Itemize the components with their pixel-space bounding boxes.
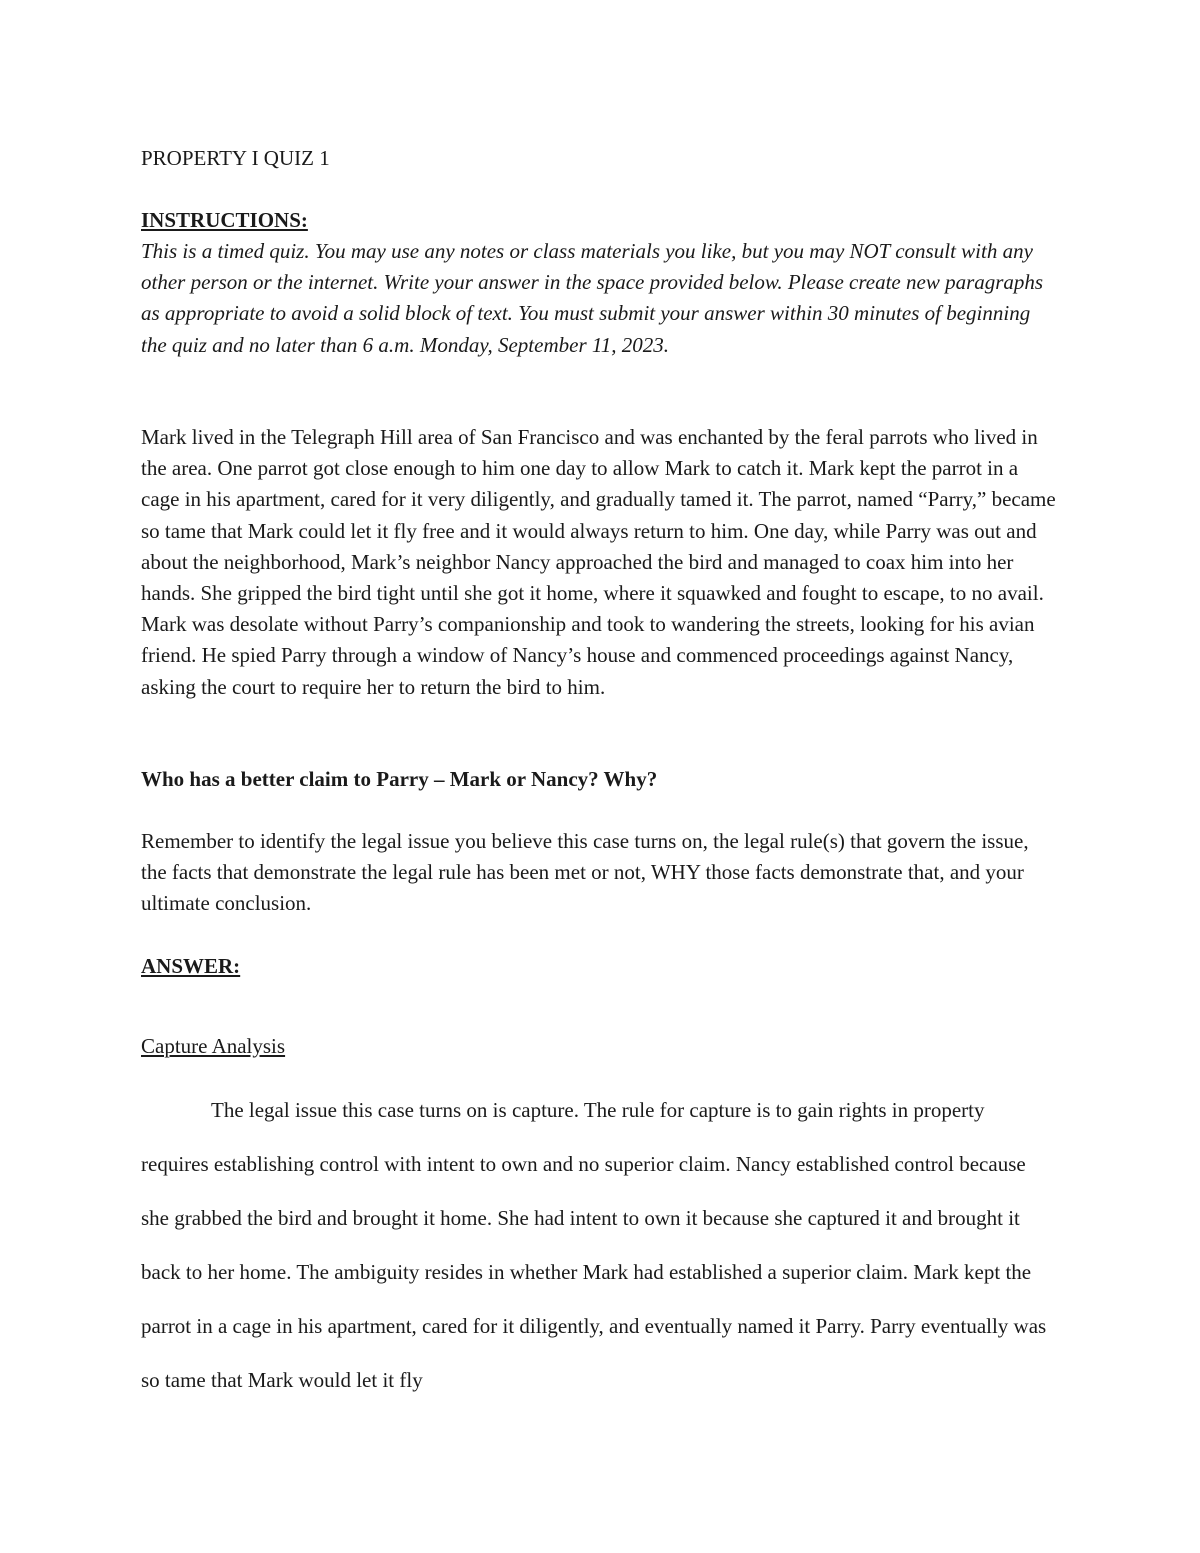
document-title: PROPERTY I QUIZ 1 [141,146,330,170]
capture-analysis-heading: Capture Analysis [141,1034,286,1058]
answer-heading: ANSWER: [141,954,241,978]
instructions-heading: INSTRUCTIONS: [141,208,308,232]
answer-body-paragraph: The legal issue this case turns on is capture. The rule for capture is to gain rights in property requires establishing control with intent to own and no superior claim. Nancy established control because she grabbed the bird and brought it home. She had intent to own it because she captured it and brought it back to her home. The ambiguity resides in whether Mark had established a superior claim. Mark kept the parrot in a cage in his apartment, cared for it diligently, and eventually named it Parry. Parry eventually was so tame that Mark would let it fly [141,1098,1047,1392]
instructions-text: This is a timed quiz. You may use any notes or class materials you like, but you may NOT consult with any other person or the internet. Write your answer in the space provided below. Please create new paragraphs as appropriate to avoid a solid block of text. You must submit your answer within 30 minutes of beginning the quiz and no later than 6 a.m. Monday, September 11, 2023. [141,239,1044,357]
quiz-question: Who has a better claim to Parry – Mark or Nancy? Why? [141,767,658,791]
fact-pattern-paragraph: Mark lived in the Telegraph Hill area of San Francisco and was enchanted by the feral parrots who lived in the area. One parrot got close enough to him one day to allow Mark to catch it. Mark kept the parrot in a cage in his apartment, cared for it very diligently, and gradually tamed it. The parrot, named “Parry,” became so tame that Mark could let it fly free and it would always return to him. One day, while Parry was out and about the neighborhood, Mark’s neighbor Nancy approached the bird and managed to coax him into her hands. She gripped the bird tight until she got it home, where it squawked and fought to escape, to no avail. Mark was desolate without Parry’s companionship and took to wandering the streets, looking for his avian friend. He spied Parry through a window of Nancy’s house and commenced proceedings against Nancy, asking the court to require her to return the bird to him. [141,425,1056,699]
answer-reminder-paragraph: Remember to identify the legal issue you believe this case turns on, the legal rule(s) that govern the issue, the facts that demonstrate the legal rule has been met or not, WHY those facts demonstrate that, and your ultimate conclusion. [141,829,1029,916]
